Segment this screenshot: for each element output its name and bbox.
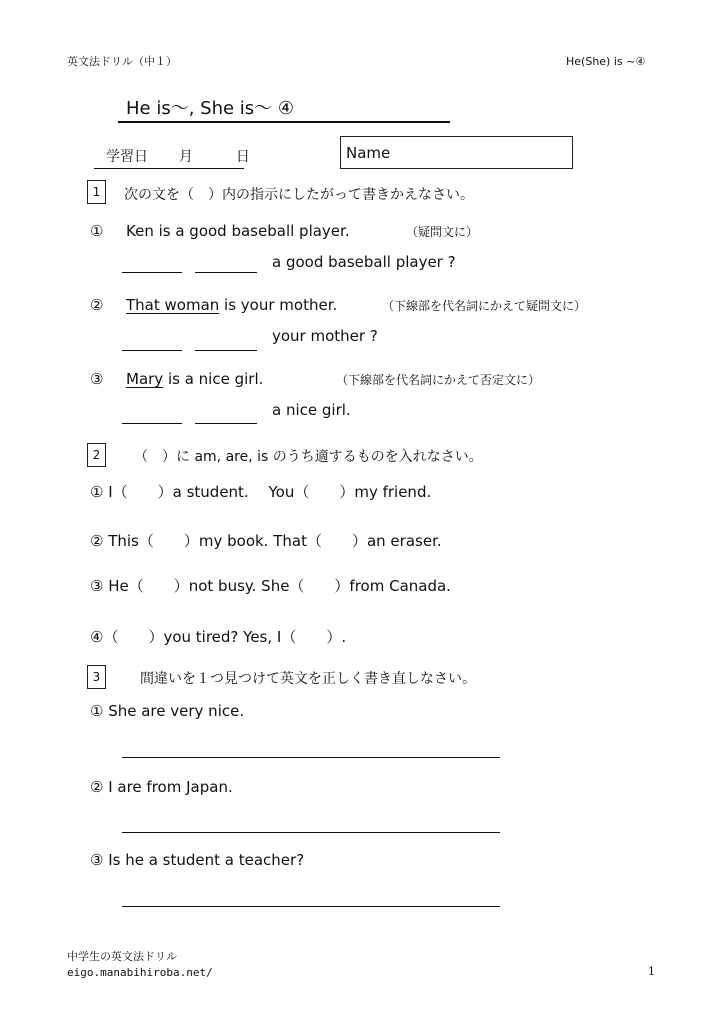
s3-item3: ③ Is he a student a teacher?	[90, 851, 305, 869]
s1-item3-blank1[interactable]	[122, 423, 182, 424]
s1-item2-blank1[interactable]	[122, 350, 182, 351]
s2-item3: ③ He（ ）not busy. She（ ）from Canada.	[90, 577, 451, 595]
s1-item3-answer-tail: a nice girl.	[272, 401, 351, 419]
s3-item1: ① She are very nice.	[90, 702, 245, 720]
s1-item2-rest: is your mother.	[219, 296, 338, 314]
day-label: 日	[235, 149, 250, 165]
section1-number: 1	[87, 180, 106, 204]
s1-item3-underlined: Mary	[126, 370, 164, 388]
month-label: 月	[178, 149, 193, 165]
s1-item1-hint: （疑問文に）	[406, 225, 479, 239]
s2-item4: ④（ ）you tired? Yes, I（ ）.	[90, 628, 347, 646]
s1-item2-sentence	[126, 296, 337, 314]
section3-number: 3	[87, 665, 106, 689]
page-title: He is～, She is～ ④	[126, 98, 295, 119]
page-number: 1	[648, 965, 655, 978]
s1-item1-sentence: Ken is a good baseball player.	[126, 222, 350, 240]
s3-item2: ② I are from Japan.	[90, 778, 233, 796]
s1-item2-hint: （下線部を代名詞にかえて疑問文に）	[382, 299, 587, 313]
s1-item3-rest: is a nice girl.	[163, 370, 264, 388]
s1-item1-mark: ①	[90, 222, 104, 240]
s3-item2-answer-line[interactable]	[122, 832, 500, 833]
s2-item2: ② This（ ）my book. That（ ）an eraser.	[90, 532, 442, 550]
title-underline	[118, 121, 450, 123]
section1-instruction: 次の文を（ ）内の指示にしたがって書きかえなさい。	[124, 187, 474, 203]
s3-item1-answer-line[interactable]	[122, 757, 500, 758]
footer-url[interactable]: eigo.manabihiroba.net/	[67, 966, 213, 979]
s1-item3-sentence	[126, 370, 263, 388]
section3-instruction: 間違いを１つ見つけて英文を正しく書き直しなさい。	[140, 671, 476, 687]
s1-item2-underlined: That woman	[126, 296, 220, 314]
s1-item1-blank2[interactable]	[195, 272, 257, 273]
header-right: He(She) is ~④	[566, 55, 646, 68]
header-left: 英文法ドリル（中１）	[67, 55, 177, 68]
study-date-label: 学習日	[106, 149, 148, 165]
section2-number: 2	[87, 443, 106, 467]
section2-instruction: （ ）に am, are, is のうち適するものを入れなさい。	[134, 449, 483, 465]
s3-item3-answer-line[interactable]	[122, 906, 500, 907]
s1-item1-blank1[interactable]	[122, 272, 182, 273]
s2-item1: ① I（ ）a student. You（ ）my friend.	[90, 483, 432, 501]
s1-item2-answer-tail: your mother ?	[272, 327, 378, 345]
s1-item3-mark: ③	[90, 370, 104, 388]
footer-site-name: 中学生の英文法ドリル	[67, 950, 177, 963]
s1-item2-blank2[interactable]	[195, 350, 257, 351]
s1-item1-answer-tail: a good baseball player ?	[272, 253, 456, 271]
name-field[interactable]	[340, 136, 573, 169]
date-underline	[94, 168, 244, 169]
s1-item3-blank2[interactable]	[195, 423, 257, 424]
s1-item2-mark: ②	[90, 296, 104, 314]
s1-item3-hint: （下線部を代名詞にかえて否定文に）	[336, 373, 541, 387]
date-area	[106, 146, 250, 166]
name-label: Name	[346, 144, 391, 162]
